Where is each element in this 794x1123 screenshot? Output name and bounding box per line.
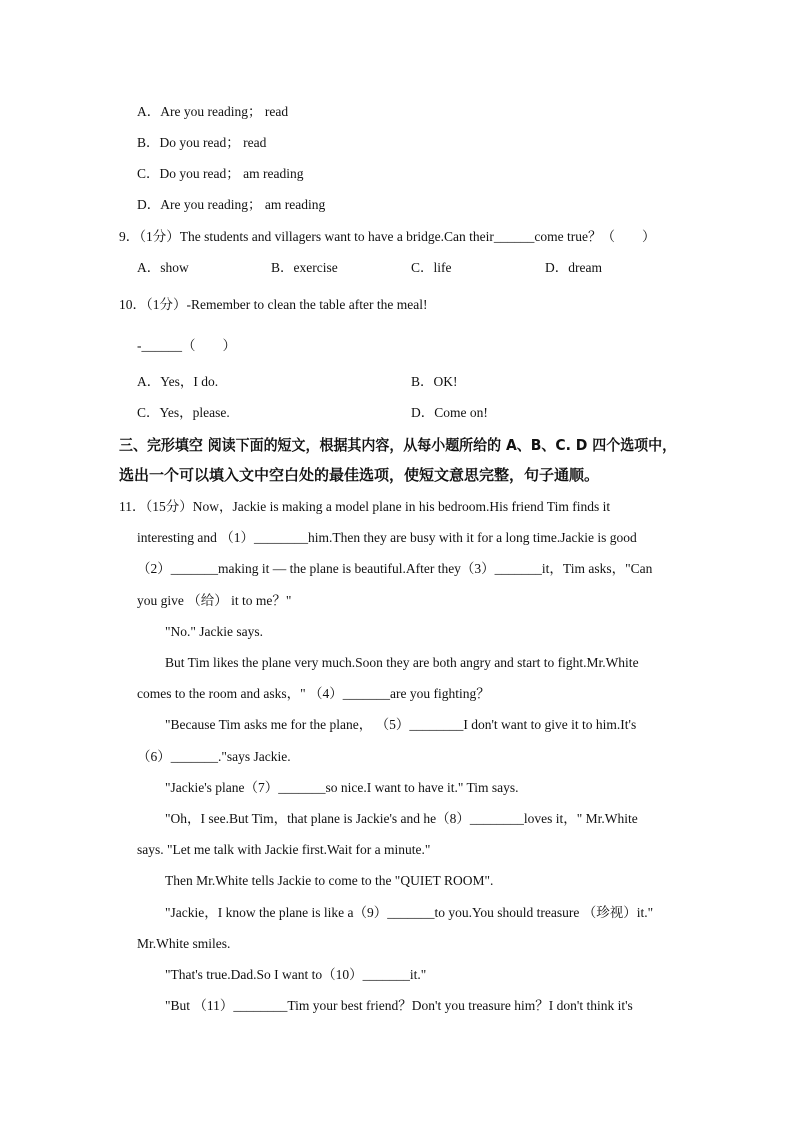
q10-option-c: C．Yes，please. (137, 405, 230, 420)
q11-line-14: "Jackie，I know the plane is like a（9）_______to you.You should treasure （珍视）it." (165, 905, 654, 920)
q11-line-7: comes to the room and asks，" （4）_______are you fighting？ (137, 686, 490, 701)
q11-line-10: "Jackie's plane（7）_______so nice.I want to have it." Tim says. (165, 780, 519, 795)
q9-option-b: B．exercise (271, 260, 338, 275)
q10-option-a: A．Yes，I do. (137, 374, 219, 389)
q9-option-d: D．dream (545, 260, 602, 275)
q11-line-5: "No." Jackie says. (165, 624, 264, 639)
q11-line-11: "Oh，I see.But Tim，that plane is Jackie's and he（8）________loves it，" Mr.White (165, 811, 638, 826)
q11-line-13: Then Mr.White tells Jackie to come to the "QUIET ROOM". (165, 873, 494, 888)
q11-line-1: 11．（15分）Now，Jackie is making a model plane in his bedroom.His friend Tim finds it (119, 499, 611, 514)
q11-line-9: （6）_______."says Jackie. (137, 749, 291, 764)
q10-option-b: B．OK! (411, 374, 458, 389)
q11-line-12: says. "Let me talk with Jackie first.Wait for a minute." (137, 842, 431, 857)
q8-option-a: A．Are you reading； read (137, 104, 289, 119)
q11-line-2: interesting and （1）________him.Then they are busy with it for a long time.Jackie is good (137, 530, 637, 545)
q11-line-6: But Tim likes the plane very much.Soon they are both angry and start to fight.Mr.White (165, 655, 639, 670)
q8-option-b: B．Do you read； read (137, 135, 267, 150)
q11-line-8: "Because Tim asks me for the plane， （5）________I don't want to give it to him.It's (165, 717, 637, 732)
q11-line-17: "But （11）________Tim your best friend？Don't you treasure him？I don't think it's (165, 998, 633, 1013)
q10-option-d: D．Come on! (411, 405, 488, 420)
q11-line-4: you give （给） it to me？" (137, 593, 292, 608)
section3-heading-line1: 三、完形填空 阅读下面的短文，根据其内容，从每小题所给的 A、B、C. D 四个选项中， (119, 436, 677, 454)
q11-line-15: Mr.White smiles. (137, 936, 231, 951)
q11-line-16: "That's true.Dad.So I want to（10）_______it." (165, 967, 427, 982)
section3-heading-line2: 选出一个可以填入文中空白处的最佳选项，使短文意思完整，句子通顺。 (119, 466, 600, 484)
q9-option-c: C．life (411, 260, 452, 275)
q8-option-d: D．Are you reading； am reading (137, 197, 326, 212)
q10-stem: 10．（1分）-Remember to clean the table after the meal! (119, 297, 428, 312)
q10-answer-line: -______（ ） (137, 338, 236, 353)
q9-stem: 9．（1分）The students and villagers want to have a bridge.Can their______come true？（ ） (119, 229, 656, 244)
q8-option-c: C．Do you read； am reading (137, 166, 304, 181)
q9-option-a: A．show (137, 260, 189, 275)
q11-line-3: （2）_______making it — the plane is beautiful.After they（3）_______it，Tim asks，"Can (137, 561, 653, 576)
